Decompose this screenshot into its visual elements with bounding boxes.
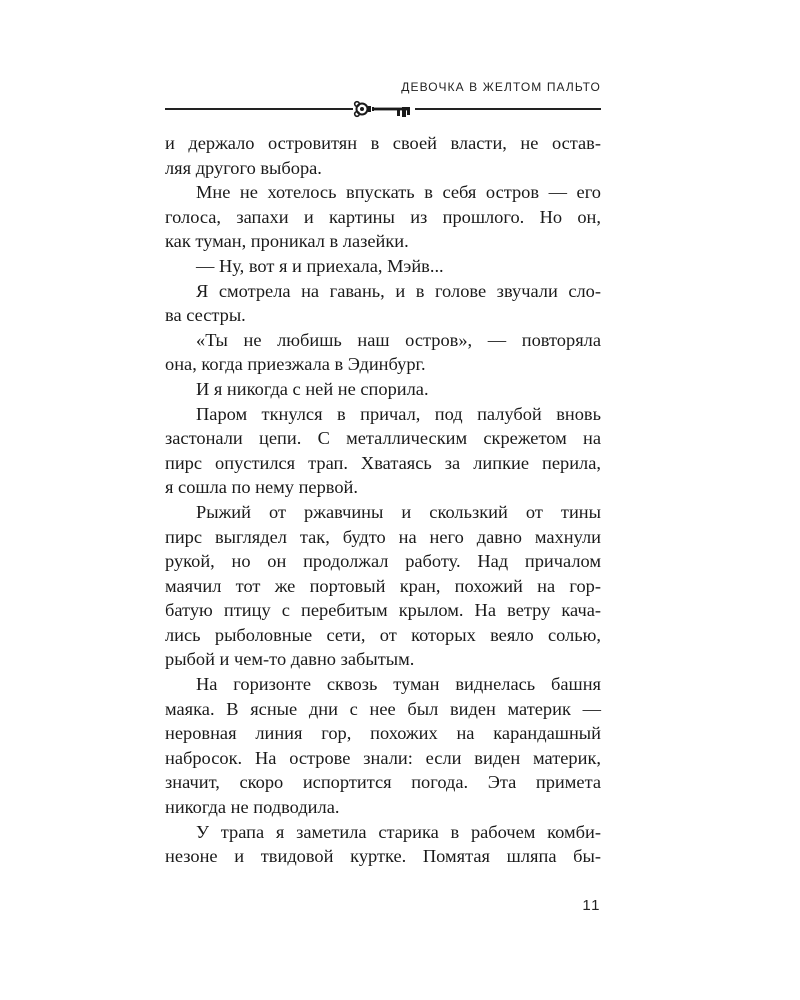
key-icon [353, 98, 415, 120]
text-line: рыбой и чем-то давно забытым. [165, 649, 415, 670]
text-line: На горизонте сквозь туман виднелась башня [196, 674, 601, 695]
text-line: рукой, но он продолжал работу. Над причалом [165, 551, 601, 572]
text-line: ва сестры. [165, 305, 246, 326]
text-line: — Ну, вот я и приехала, Мэйв... [196, 255, 444, 276]
text-line: Паром ткнулся в причал, под палубой вновь [196, 403, 601, 424]
text-line: пирс выглядел так, будто на него давно махнули [165, 526, 601, 547]
text-line: маяка. В ясные дни с нее был виден материк — [165, 698, 601, 719]
page-number: 11 [582, 897, 601, 914]
text-line: лись рыболовные сети, от которых веяло солью, [165, 624, 601, 645]
body-text [165, 131, 601, 869]
text-line: она, когда приезжала в Эдинбург. [165, 354, 426, 375]
text-line: неровная линия гор, похожих на карандашный [165, 723, 601, 744]
text-line: значит, скоро испортится погода. Эта примета [165, 772, 601, 793]
text-line: батую птицу с перебитым крылом. На ветру кача- [165, 600, 601, 621]
text-line: я сошла по нему первой. [165, 477, 358, 498]
text-line: У трапа я заметила старика в рабочем комби- [196, 821, 601, 842]
text-line: «Ты не любишь наш остров», — повторяла [196, 329, 601, 350]
text-line: пирс опустился трап. Хватаясь за липкие перила, [165, 452, 601, 473]
text-line: ляя другого выбора. [165, 157, 322, 178]
text-line: застонали цепи. С металлическим скрежетом на [165, 428, 601, 449]
running-head: ДЕВОЧКА В ЖЕЛТОМ ПАЛЬТО [401, 80, 601, 94]
text-line: И я никогда с ней не спорила. [196, 378, 429, 399]
text-line: набросок. На острове знали: если виден материк, [165, 747, 601, 768]
text-line: голоса, запахи и картины из прошлого. Но он, [165, 206, 601, 227]
text-line: Рыжий от ржавчины и скользкий от тины [196, 501, 601, 522]
text-line: Мне не хотелось впускать в себя остров — его [196, 182, 601, 203]
text-line: никогда не подводила. [165, 797, 340, 818]
text-line: и держало островитян в своей власти, не остав- [165, 133, 601, 153]
header-rule [165, 98, 601, 120]
text-line: маячил тот же портовый кран, похожий на гор- [165, 575, 601, 596]
text-line: как туман, проникал в лазейки. [165, 231, 409, 252]
text-line: незоне и твидовой куртке. Помятая шляпа бы- [165, 846, 601, 867]
text-line: Я смотрела на гавань, и в голове звучали сло- [196, 280, 601, 301]
